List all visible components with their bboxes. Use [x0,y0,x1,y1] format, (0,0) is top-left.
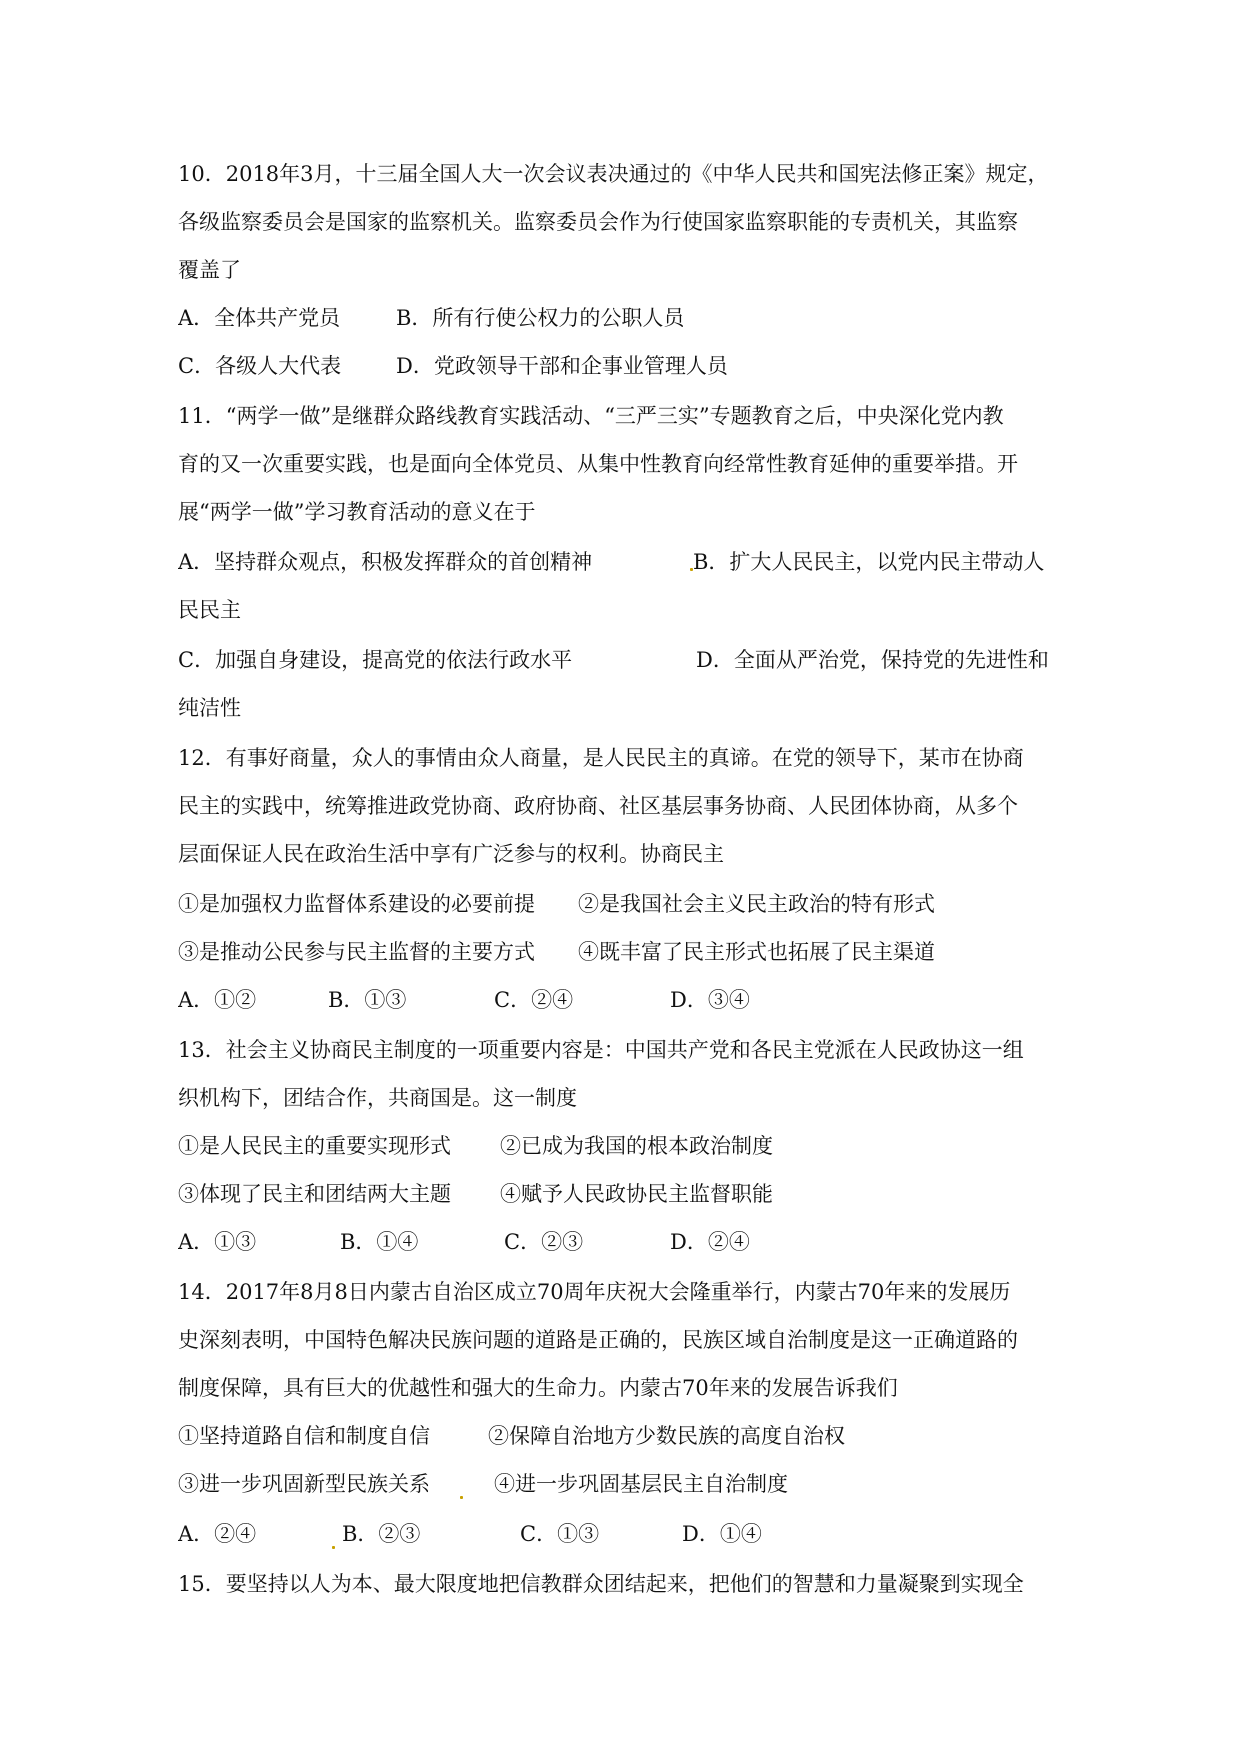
q11-option-a: A．坚持群众观点，积极发挥群众的首创精神 [178,550,593,574]
q12-answer-c: C．②④ [494,988,574,1012]
q12-answer-b: B．①③ [328,988,407,1012]
q13-statements-row-1 [178,1132,1068,1162]
q12-statements-row-1 [178,890,1068,920]
q10-options-row-1 [178,304,1068,334]
q11-option-d-continued: 纯洁性 [178,696,241,720]
q10-option-c: C．各级人大代表 [178,354,342,378]
q13-answer-a: A．①③ [178,1230,257,1254]
q14-statements-row-2 [178,1470,1068,1500]
q10-option-b: B．所有行使公权力的公职人员 [396,306,685,330]
q12-answers-row [178,986,1068,1016]
q12-statements-row-2 [178,938,1068,968]
q10-stem-line-3: 覆盖了 [178,258,241,282]
q14-statement-2: ②保障自治地方少数民族的高度自治权 [488,1424,845,1448]
q13-stem-line-1: 13．社会主义协商民主制度的一项重要内容是：中国共产党和各民主党派在人民政协这一组 [178,1038,1024,1062]
q15-stem-line-1: 15．要坚持以人为本、最大限度地把信教群众团结起来，把他们的智慧和力量凝聚到实现全 [178,1572,1024,1596]
q12-statement-4: ④既丰富了民主形式也拓展了民主渠道 [578,940,935,964]
q13-answer-c: C．②③ [504,1230,584,1254]
q14-answer-d: D．①④ [682,1522,762,1546]
q10-options-row-2 [178,352,1068,382]
q13-statements-row-2 [178,1180,1068,1210]
q12-stem-line-2: 民主的实践中，统筹推进政党协商、政府协商、社区基层事务协商、人民团体协商，从多个 [178,794,1018,818]
q13-statement-4: ④赋予人民政协民主监督职能 [500,1182,773,1206]
q14-answer-c: C．①③ [520,1522,600,1546]
q11-stem-line-2: 育的又一次重要实践，也是面向全体党员、从集中性教育向经常性教育延伸的重要举措。开 [178,452,1018,476]
q12-statement-3: ③是推动公民参与民主监督的主要方式 [178,940,535,964]
q11-options-row-2 [178,646,1068,676]
q12-statement-2: ②是我国社会主义民主政治的特有形式 [578,892,935,916]
q12-stem-line-3: 层面保证人民在政治生活中享有广泛参与的权利。协商民主 [178,842,724,866]
q14-answer-b: B．②③ [342,1522,421,1546]
q13-statement-2: ②已成为我国的根本政治制度 [500,1134,773,1158]
stray-dot-mark [460,1496,463,1499]
stray-dot-mark [332,1546,335,1549]
q14-stem-line-1: 14．2017年8月8日内蒙古自治区成立70周年庆祝大会隆重举行，内蒙古70年来的发展历 [178,1280,1011,1304]
q11-option-b: B．扩大人民民主，以党内民主带动人 [693,550,1045,574]
stray-dot-mark [690,568,693,571]
q13-answer-b: B．①④ [340,1230,419,1254]
q11-options-row-1 [178,548,1068,578]
q11-stem-line-3: 展“两学一做”学习教育活动的意义在于 [178,500,536,524]
q14-statements-row-1 [178,1422,1068,1452]
q13-answers-row [178,1228,1068,1258]
q13-statement-1: ①是人民民主的重要实现形式 [178,1134,451,1158]
q12-answer-a: A．①② [178,988,257,1012]
q10-option-d: D．党政领导干部和企事业管理人员 [396,354,728,378]
q11-option-c: C．加强自身建设，提高党的依法行政水平 [178,648,573,672]
q11-stem-line-1: 11．“两学一做”是继群众路线教育实践活动、“三严三实”专题教育之后，中央深化党内教 [178,404,1004,428]
q14-answer-a: A．②④ [178,1522,257,1546]
q14-statement-1: ①坚持道路自信和制度自信 [178,1424,430,1448]
q14-stem-line-3: 制度保障，具有巨大的优越性和强大的生命力。内蒙古70年来的发展告诉我们 [178,1376,898,1400]
q10-stem-line-1: 10．2018年3月，十三届全国人大一次会议表决通过的《中华人民共和国宪法修正案》规定， [178,162,1049,186]
q13-answer-d: D．②④ [670,1230,750,1254]
q14-answers-row [178,1520,1068,1550]
q13-statement-3: ③体现了民主和团结两大主题 [178,1182,451,1206]
q12-statement-1: ①是加强权力监督体系建设的必要前提 [178,892,535,916]
q11-option-d: D．全面从严治党，保持党的先进性和 [696,648,1049,672]
q13-stem-line-2: 织机构下，团结合作，共商国是。这一制度 [178,1086,577,1110]
q11-option-b-continued: 民民主 [178,598,241,622]
q12-answer-d: D．③④ [670,988,750,1012]
q12-stem-line-1: 12．有事好商量，众人的事情由众人商量，是人民民主的真谛。在党的领导下，某市在协商 [178,746,1024,770]
q14-stem-line-2: 史深刻表明，中国特色解决民族问题的道路是正确的，民族区域自治制度是这一正确道路的 [178,1328,1018,1352]
q10-stem-line-2: 各级监察委员会是国家的监察机关。监察委员会作为行使国家监察职能的专责机关，其监察 [178,210,1018,234]
q14-statement-4: ④进一步巩固基层民主自治制度 [494,1472,788,1496]
q14-statement-3: ③进一步巩固新型民族关系 [178,1472,430,1496]
q10-option-a: A．全体共产党员 [178,306,341,330]
